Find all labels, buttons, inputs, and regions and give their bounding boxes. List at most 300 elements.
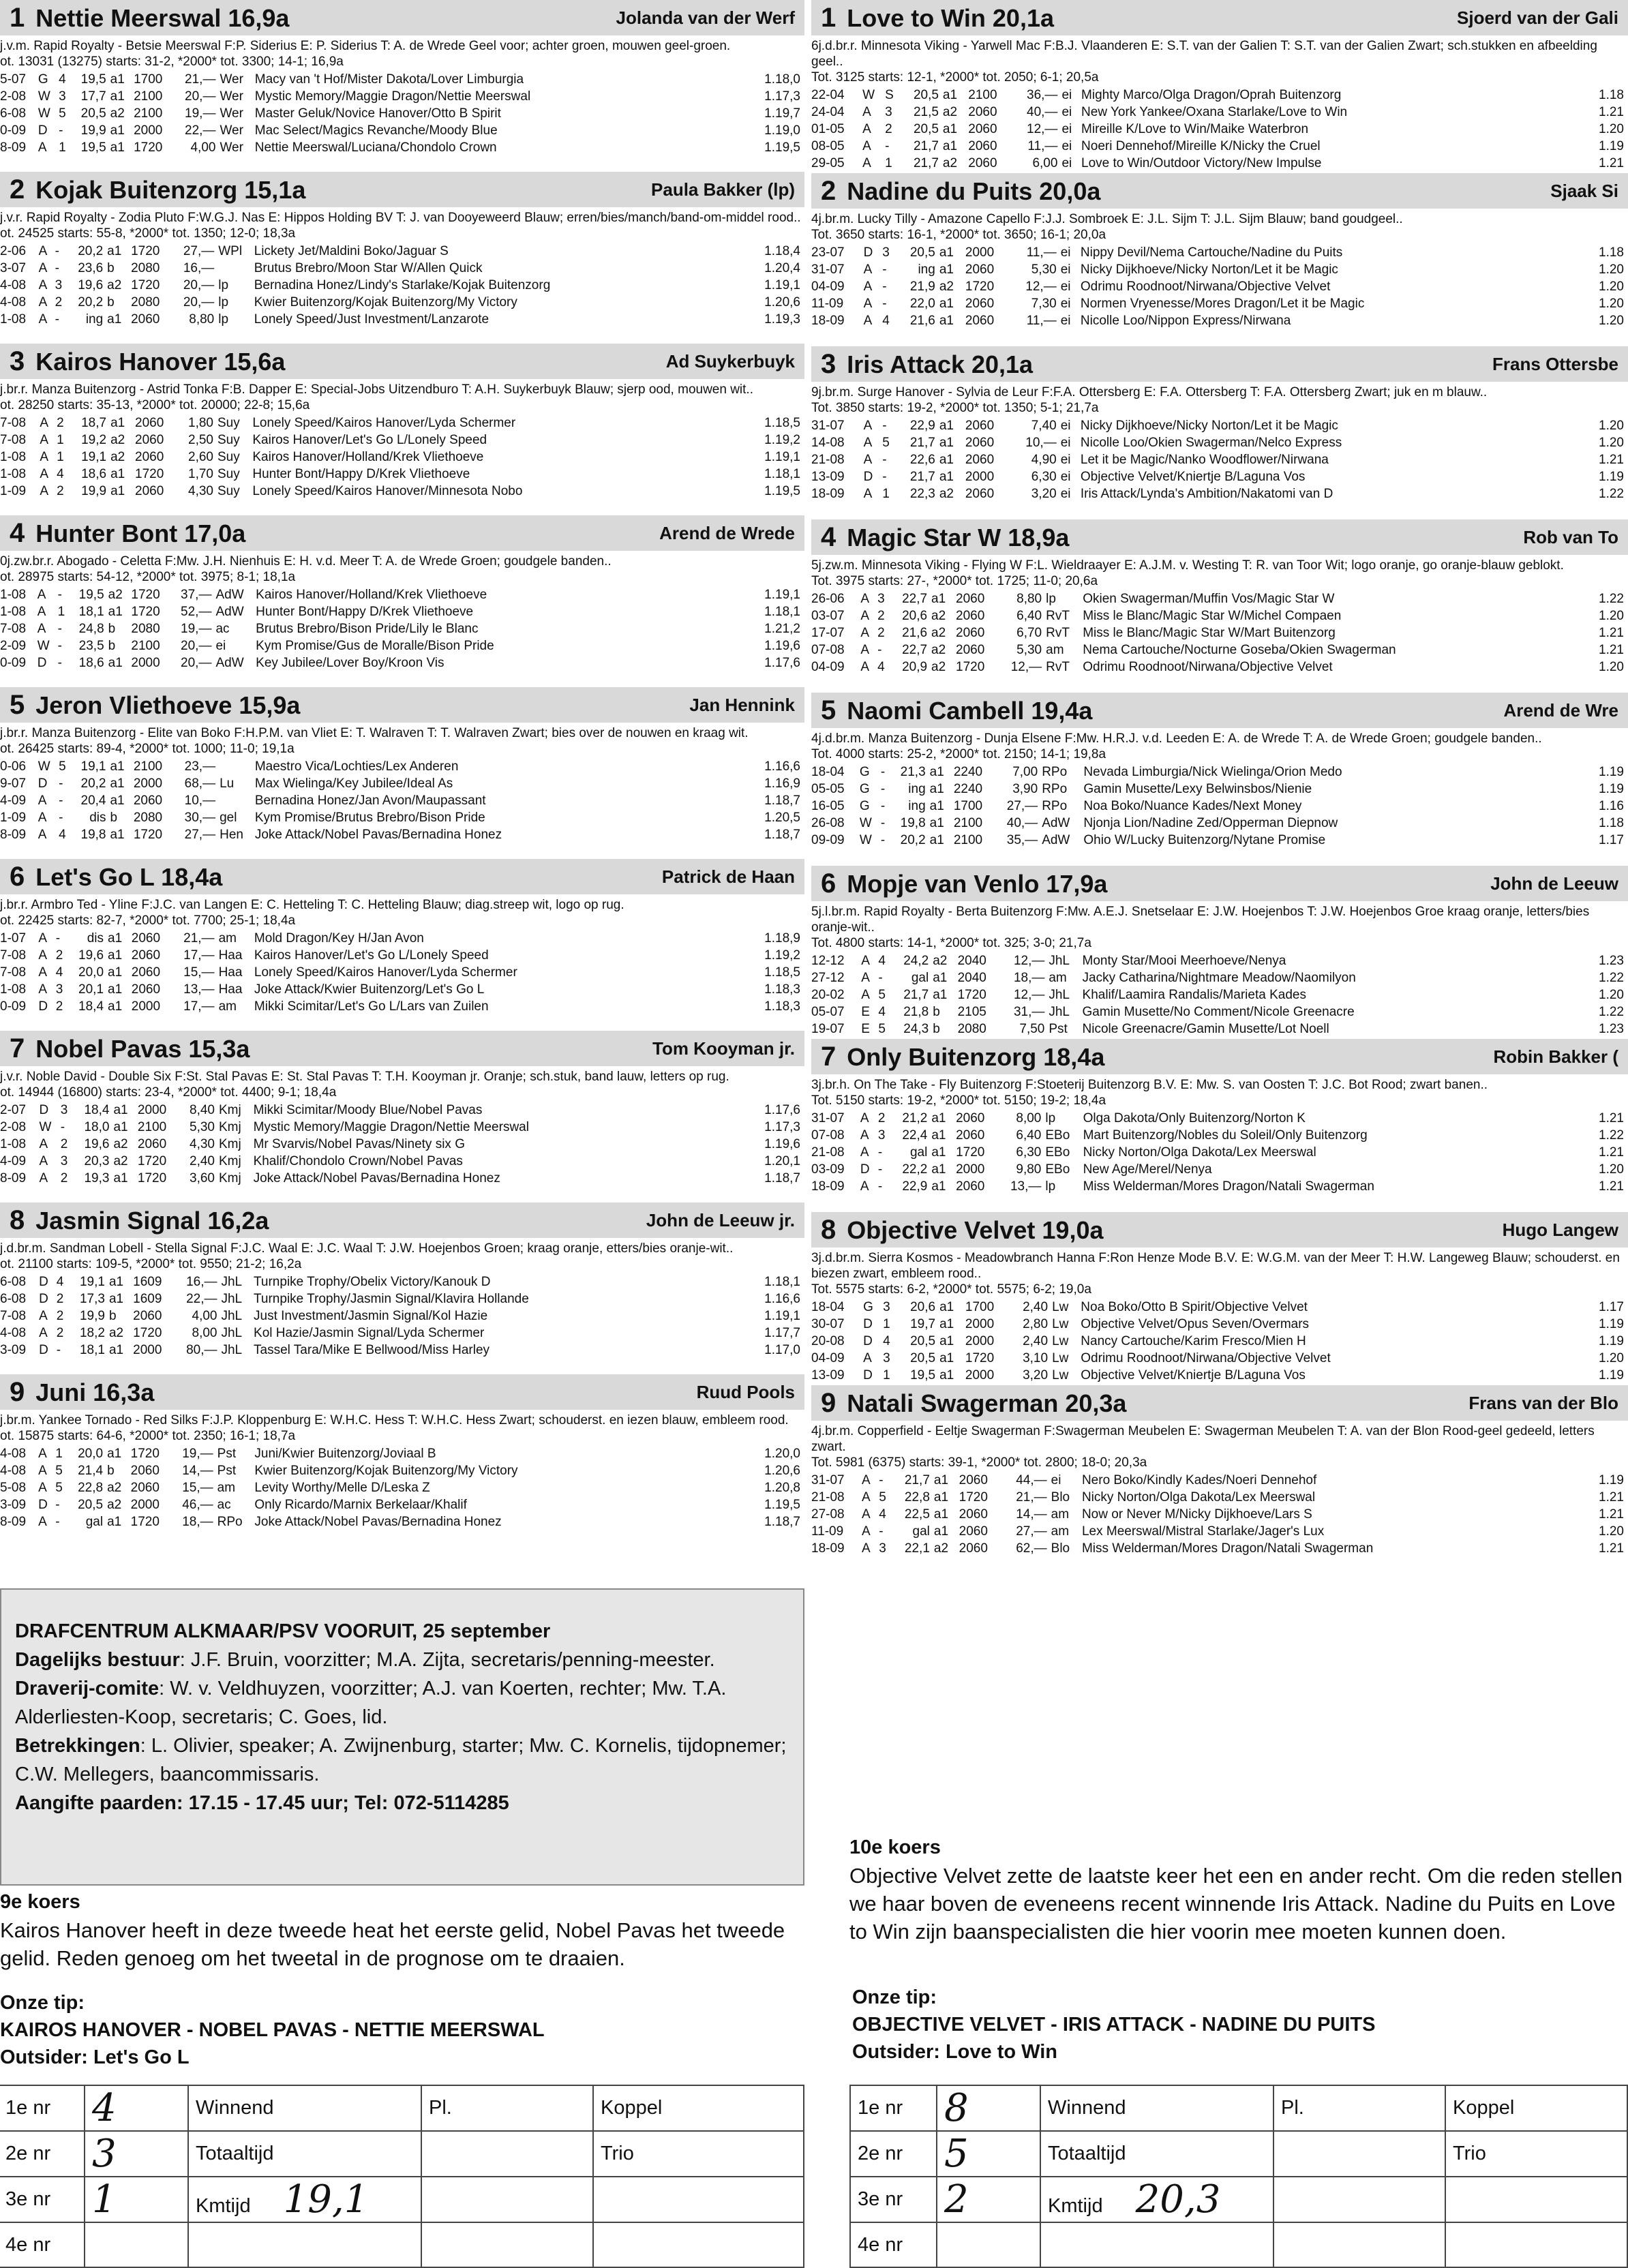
race-cell: 2060 bbox=[959, 1507, 988, 1522]
race-cell: a1 bbox=[942, 122, 958, 136]
race-cell: 20,— bbox=[185, 89, 216, 104]
race-cell: New York Yankee/Oxana Starlake/Love to Win bbox=[1081, 105, 1348, 119]
race-cell: RPo bbox=[217, 1515, 243, 1529]
race-cell: A bbox=[863, 487, 873, 501]
race-cell: Odrimu Roodnoot/Nirwana/Objective Velvet bbox=[1081, 1351, 1331, 1365]
race-cell: Kairos Hanover/Let's Go L/Lonely Speed bbox=[254, 948, 489, 963]
driver-name: John de Leeuw bbox=[1490, 873, 1618, 894]
race-cell: A bbox=[860, 1128, 869, 1143]
race-cell: 1.21 bbox=[1599, 1145, 1624, 1160]
race-cell: 2080 bbox=[957, 1022, 986, 1036]
race-cell: Mireille K/Love to Win/Maike Waterbron bbox=[1081, 122, 1309, 136]
horse-number: 5 bbox=[821, 695, 836, 725]
race-cell: 1.18 bbox=[1599, 88, 1624, 102]
race-cell: 22,2 bbox=[902, 1162, 928, 1177]
race-cell: lp bbox=[1045, 1111, 1056, 1125]
race-cell: 1.18,3 bbox=[764, 982, 800, 997]
race-cell: Juni/Kwier Buitenzorg/Joviaal B bbox=[254, 1447, 436, 1461]
race-cell: a1 bbox=[107, 312, 122, 327]
race-cell: 1.20,6 bbox=[764, 1464, 800, 1478]
race-row bbox=[0, 1479, 804, 1496]
race-cell: Lonely Speed/Kairos Hanover/Minnesota Nobo bbox=[252, 484, 523, 498]
race-history-table bbox=[811, 244, 1628, 329]
race-cell: a1 bbox=[108, 656, 123, 670]
race-cell: - bbox=[57, 656, 62, 670]
race-cell: 2060 bbox=[135, 450, 164, 464]
race-cell: 19,1 bbox=[80, 759, 106, 774]
race-cell: 20,3 bbox=[84, 1154, 110, 1168]
race-cell: a2 bbox=[110, 106, 125, 121]
race-cell: 16-05 bbox=[811, 799, 845, 813]
race-cell: A bbox=[39, 1154, 48, 1168]
race-cell: 1.19 bbox=[1599, 1334, 1624, 1348]
race-cell: 1.20 bbox=[1599, 609, 1624, 623]
race-cell: a1 bbox=[110, 759, 125, 774]
race-cell: 13,— bbox=[1010, 1179, 1042, 1194]
race-row bbox=[811, 1489, 1628, 1506]
race-cell: Mac Select/Magics Revanche/Moody Blue bbox=[254, 123, 498, 138]
race-cell: ing bbox=[85, 312, 104, 327]
horse-header bbox=[811, 1212, 1628, 1248]
race-cell: 21,9 bbox=[909, 279, 935, 294]
race-row bbox=[811, 1540, 1628, 1557]
race-cell: 2060 bbox=[131, 312, 160, 327]
race-cell: Kmj bbox=[219, 1171, 241, 1185]
race-cell: Wer bbox=[220, 106, 243, 121]
race-row bbox=[811, 590, 1628, 607]
race-cell: a1 bbox=[108, 1292, 124, 1306]
race-row bbox=[0, 414, 804, 432]
race-cell: - bbox=[882, 470, 887, 484]
race-cell: 27,— bbox=[183, 244, 215, 258]
race-cell: 2040 bbox=[957, 954, 986, 968]
right-nr3-field[interactable]: 2 bbox=[937, 2177, 1040, 2222]
race-cell: Nicky Dijkhoeve/Nicky Norton/Let it be Magic bbox=[1080, 419, 1338, 433]
race-cell: 2 bbox=[885, 122, 892, 136]
race-cell: Lickety Jet/Maldini Boko/Jaguar S bbox=[254, 244, 449, 258]
race-cell: 13-09 bbox=[811, 470, 845, 484]
horse-name: 5 Naomi Cambell 19,4a bbox=[821, 695, 1093, 725]
right-nr1-field[interactable]: 8 bbox=[937, 2085, 1040, 2131]
race-cell: a2 bbox=[931, 609, 946, 623]
race-cell: Mr Svarvis/Nobel Pavas/Ninety six G bbox=[253, 1137, 465, 1151]
race-cell: 1-08 bbox=[0, 605, 27, 619]
horse-name: 8 Jasmin Signal 16,2a bbox=[10, 1205, 269, 1235]
form-label: Trio bbox=[1445, 2131, 1627, 2177]
race-cell: 2,50 bbox=[188, 433, 213, 447]
driver-name: Jolanda van der Werf bbox=[616, 7, 795, 28]
race-cell: 3 bbox=[55, 982, 63, 997]
race-cell: 11,— bbox=[1026, 314, 1057, 328]
race-row bbox=[0, 1307, 804, 1325]
race-row bbox=[811, 104, 1628, 121]
race-cell: 20,2 bbox=[78, 244, 104, 258]
horse-number: 4 bbox=[821, 521, 836, 552]
race-cell: 1720 bbox=[134, 140, 163, 155]
right-pl-field[interactable] bbox=[1273, 2131, 1445, 2177]
race-cell: 3,90 bbox=[1012, 782, 1038, 796]
race-cell: 2100 bbox=[953, 816, 983, 830]
race-cell: 1.18,7 bbox=[764, 828, 800, 842]
race-cell: 1.21 bbox=[1599, 105, 1624, 119]
race-cell: 40,— bbox=[1006, 816, 1038, 830]
race-cell: a1 bbox=[113, 1120, 128, 1134]
race-cell: 1.18,1 bbox=[764, 1275, 800, 1289]
form-label: 2e nr bbox=[850, 2131, 937, 2177]
race-cell: 1-09 bbox=[0, 811, 27, 825]
race-cell: 9-07 bbox=[0, 776, 27, 791]
race-row bbox=[811, 832, 1628, 849]
race-row bbox=[811, 244, 1628, 261]
race-cell: ac bbox=[217, 1498, 231, 1512]
race-row bbox=[811, 417, 1628, 434]
race-cell: 1.18,4 bbox=[764, 244, 800, 258]
race-cell: ei bbox=[1060, 297, 1071, 311]
race-cell: a1 bbox=[933, 1473, 949, 1487]
race-cell: b bbox=[108, 1309, 117, 1323]
horse-header bbox=[811, 0, 1628, 35]
race-cell: RvT bbox=[1046, 660, 1070, 674]
race-cell: Lw bbox=[1052, 1334, 1069, 1348]
race-history-table bbox=[811, 417, 1628, 502]
race-cell: 1.18 bbox=[1599, 245, 1624, 260]
left-pl-field-2[interactable] bbox=[421, 2177, 593, 2222]
race-cell: 2060 bbox=[131, 982, 161, 997]
race-cell: 1-08 bbox=[0, 588, 27, 602]
race-cell: 20,5 bbox=[80, 106, 106, 121]
horse-number: 5 bbox=[10, 689, 25, 720]
race-cell: JhL bbox=[1049, 954, 1070, 968]
race-cell: RvT bbox=[1046, 626, 1070, 640]
race-cell: 5 bbox=[59, 106, 66, 121]
race-cell: ei bbox=[1060, 470, 1071, 484]
race-cell: Bernadina Honez/Jan Avon/Maupassant bbox=[254, 793, 486, 808]
race-cell: 0-09 bbox=[0, 656, 27, 670]
race-cell: a1 bbox=[931, 1162, 946, 1177]
race-history-table bbox=[0, 71, 804, 156]
horse-name: 2 Kojak Buitenzorg 15,1a bbox=[10, 174, 306, 205]
race-cell: 1.18,5 bbox=[764, 416, 800, 430]
horse-header bbox=[811, 173, 1628, 209]
race-cell: - bbox=[55, 244, 59, 258]
horse-number: 3 bbox=[821, 348, 836, 379]
form-label: Totaaltijd bbox=[1040, 2131, 1273, 2177]
race-cell: am bbox=[1049, 971, 1067, 985]
race-cell: 20,— bbox=[183, 295, 215, 309]
driver-name: Arend de Wre bbox=[1503, 699, 1618, 721]
race-cell: 5 bbox=[878, 988, 886, 1002]
race-cell: 19,— bbox=[181, 622, 212, 636]
driver-name: Ruud Pools bbox=[696, 1381, 795, 1402]
race-cell: 2060 bbox=[968, 122, 997, 136]
race-cell: 80,— bbox=[186, 1343, 217, 1357]
left-koers-text: Kairos Hanover heeft in deze tweede heat het eerste gelid, Nobel Pavas het tweede gelid. Reden genoeg om het tweetal in de prognose om te draaien. bbox=[0, 1918, 785, 1970]
race-cell: a1 bbox=[939, 297, 954, 311]
race-cell: 19,6 bbox=[78, 278, 104, 292]
left-kmtijd-cell[interactable]: Kmtijd 19,1 bbox=[188, 2177, 421, 2222]
race-cell: Mystic Memory/Maggie Dragon/Nettie Meerswal bbox=[253, 1120, 529, 1134]
horse-name: 7 Only Buitenzorg 18,4a bbox=[821, 1041, 1105, 1072]
race-cell: A bbox=[862, 122, 871, 136]
race-row bbox=[811, 1316, 1628, 1333]
race-row bbox=[0, 1119, 804, 1136]
race-cell: Pst bbox=[217, 1447, 237, 1461]
race-cell: A bbox=[863, 262, 873, 277]
race-cell: 2,80 bbox=[1023, 1317, 1049, 1331]
race-cell: A bbox=[863, 1351, 872, 1365]
race-cell: a1 bbox=[107, 1447, 122, 1461]
race-cell: D bbox=[863, 1368, 873, 1382]
race-cell: 20-08 bbox=[811, 1334, 845, 1348]
race-cell: 20,2 bbox=[78, 295, 104, 309]
race-cell: 5,30 bbox=[190, 1120, 215, 1134]
race-row bbox=[811, 1178, 1628, 1195]
race-cell: 1720 bbox=[131, 278, 160, 292]
horse-name: 6 Let's Go L 18,4a bbox=[10, 861, 223, 892]
race-row bbox=[0, 586, 804, 603]
right-pl-field-2[interactable] bbox=[1273, 2177, 1445, 2222]
race-cell: 4-08 bbox=[0, 278, 27, 292]
race-cell: Mikki Scimitar/Moody Blue/Nobel Pavas bbox=[253, 1103, 483, 1117]
race-cell: 1609 bbox=[133, 1275, 162, 1289]
race-cell: 01-05 bbox=[811, 122, 845, 136]
horse-entry bbox=[811, 1385, 1628, 1558]
race-cell: am bbox=[1046, 643, 1064, 657]
form-label: Pl. bbox=[421, 2085, 593, 2131]
race-cell: Hunter Bont/Happy D/Krek Vliethoeve bbox=[252, 467, 470, 481]
race-cell: 2060 bbox=[956, 609, 985, 623]
race-cell: a1 bbox=[110, 123, 125, 138]
race-cell: 1-07 bbox=[0, 931, 27, 946]
race-cell: ei bbox=[1060, 419, 1071, 433]
left-nr1-field[interactable]: 4 bbox=[85, 2085, 188, 2131]
race-cell: A bbox=[37, 605, 46, 619]
race-cell: 1.17,3 bbox=[764, 1120, 800, 1134]
race-cell: 2 bbox=[877, 626, 885, 640]
left-nr2-field[interactable]: 3 bbox=[85, 2131, 188, 2177]
race-cell: ei bbox=[1060, 314, 1071, 328]
race-cell: 31,— bbox=[1013, 1005, 1045, 1019]
race-history-table bbox=[0, 1273, 804, 1359]
race-cell: a1 bbox=[108, 965, 123, 980]
race-cell: a1 bbox=[110, 72, 125, 87]
pedigree-text: j.br.m. Yankee Tornado - Red Silks F:J.P. Kloppenburg E: W.H.C. Hess T: W.H.C. Hess Zwart; schouderst. en iezen blauw, embleem rood. ot. 15875 starts: 64-6, *2000* tot. 2350; 16-1; 18,7a bbox=[0, 1413, 789, 1443]
race-cell: 5,30 bbox=[1031, 262, 1057, 277]
race-cell: Only Ricardo/Marnix Berkelaar/Khalif bbox=[254, 1498, 467, 1512]
race-cell: 8,80 bbox=[189, 312, 215, 327]
race-cell: 2,40 bbox=[190, 1154, 215, 1168]
race-cell: 19,1 bbox=[81, 450, 107, 464]
race-cell: 19,— bbox=[185, 106, 216, 121]
race-cell: a1 bbox=[931, 1145, 946, 1160]
race-cell: 12,— bbox=[1013, 988, 1045, 1002]
race-row bbox=[0, 466, 804, 483]
race-cell: 3 bbox=[59, 89, 66, 104]
race-cell: 16,— bbox=[183, 261, 215, 275]
pedigree-text: 5j.zw.m. Minnesota Viking - Flying W F:L. Wieldraayer E: A.J.M. v. Westing T: R. van Toor Wit; logo oranje, go oranje-blauw geblokt. Tot. 3975 starts: 27-, *2000* tot. 1725; 11-0; 20,6a bbox=[811, 558, 1564, 588]
race-cell: 1.22 bbox=[1599, 1005, 1624, 1019]
race-cell: Levity Worthy/Melle D/Leska Z bbox=[254, 1481, 430, 1495]
race-cell: 3,20 bbox=[1023, 1368, 1049, 1382]
left-trio-field[interactable] bbox=[593, 2177, 804, 2222]
race-cell: a2 bbox=[113, 1154, 128, 1168]
race-cell: 22-04 bbox=[811, 88, 845, 102]
race-cell: Joke Attack/Kwier Buitenzorg/Let's Go L bbox=[254, 982, 485, 997]
race-cell: a1 bbox=[110, 828, 125, 842]
race-cell: D bbox=[863, 1317, 873, 1331]
horse-entry bbox=[811, 0, 1628, 173]
race-row bbox=[811, 121, 1628, 138]
race-cell: 2060 bbox=[131, 948, 161, 963]
race-cell: Monty Star/Mooi Meerhoeve/Nenya bbox=[1082, 954, 1286, 968]
race-cell: 15,— bbox=[183, 965, 215, 980]
right-nr4-field[interactable] bbox=[937, 2222, 1040, 2267]
race-cell: - bbox=[55, 261, 59, 275]
race-cell: 30,— bbox=[184, 811, 216, 825]
race-cell: 1 bbox=[57, 450, 64, 464]
race-cell: 1.17,7 bbox=[764, 1326, 800, 1340]
race-cell: - bbox=[55, 931, 61, 946]
race-cell: 30-07 bbox=[811, 1317, 845, 1331]
race-cell: Jacky Catharina/Nightmare Meadow/Naomilyon bbox=[1082, 971, 1356, 985]
race-cell: a1 bbox=[933, 971, 948, 985]
driver-name: Patrick de Haan bbox=[661, 866, 795, 887]
race-cell: 2060 bbox=[968, 105, 997, 119]
race-cell: 5 bbox=[59, 759, 66, 774]
horse-number: 7 bbox=[10, 1033, 25, 1063]
horse-number: 1 bbox=[10, 2, 25, 33]
horse-number: 8 bbox=[821, 1214, 836, 1245]
race-row bbox=[811, 468, 1628, 485]
race-cell: Nicky Dijkhoeve/Nicky Norton/Let it be Magic bbox=[1080, 262, 1338, 277]
race-cell: 1.20 bbox=[1599, 660, 1624, 674]
race-cell: ei bbox=[1060, 436, 1071, 450]
race-cell: 1.22 bbox=[1599, 971, 1624, 985]
race-cell: 1.21 bbox=[1599, 1541, 1624, 1556]
race-cell: 19,5 bbox=[80, 140, 106, 155]
race-cell: 22,8 bbox=[78, 1481, 104, 1495]
race-row bbox=[0, 930, 804, 947]
race-cell: a1 bbox=[929, 816, 944, 830]
race-cell: dis bbox=[87, 931, 104, 946]
horse-name: 4 Hunter Bont 17,0a bbox=[10, 517, 246, 548]
race-cell: 2060 bbox=[135, 484, 164, 498]
race-row bbox=[0, 71, 804, 88]
race-cell: A bbox=[862, 139, 871, 153]
race-cell: 4,00 bbox=[192, 1309, 217, 1323]
race-cell: Khalif/Laamira Randalis/Marieta Kades bbox=[1082, 988, 1306, 1002]
race-row bbox=[0, 947, 804, 964]
race-cell: W bbox=[859, 816, 872, 830]
race-cell: b bbox=[107, 1464, 115, 1478]
race-cell: Kol Hazie/Jasmin Signal/Lyda Schermer bbox=[254, 1326, 485, 1340]
race-cell: 18-04 bbox=[811, 765, 845, 779]
info-title: DRAFCENTRUM ALKMAAR/PSV VOORUIT, 25 september bbox=[15, 1620, 551, 1642]
race-cell: a1 bbox=[929, 799, 944, 813]
race-cell: 1.21 bbox=[1599, 1490, 1624, 1505]
race-cell: Kmj bbox=[219, 1120, 241, 1134]
race-cell: 1.17,6 bbox=[764, 1103, 800, 1117]
race-cell: 12,— bbox=[1025, 279, 1057, 294]
race-cell: 22,8 bbox=[904, 1490, 930, 1505]
horse-number: 6 bbox=[10, 861, 25, 892]
race-cell: 2060 bbox=[137, 1137, 167, 1151]
race-cell: 2 bbox=[57, 416, 64, 430]
race-cell: 20,2 bbox=[80, 776, 106, 791]
race-cell: 2 bbox=[56, 1326, 64, 1340]
race-cell: gal bbox=[911, 971, 929, 985]
race-cell: 11,— bbox=[1027, 139, 1058, 153]
race-cell: A bbox=[38, 1447, 47, 1461]
race-cell: Nicole Greenacre/Gamin Musette/Lot Noell bbox=[1082, 1022, 1329, 1036]
race-cell: 18,— bbox=[182, 1515, 213, 1529]
race-cell: 14-08 bbox=[811, 436, 845, 450]
race-cell: b bbox=[107, 295, 115, 309]
race-cell: Macy van 't Hof/Mister Dakota/Lover Limburgia bbox=[254, 72, 524, 87]
race-cell: 1720 bbox=[956, 660, 985, 674]
race-history-table bbox=[811, 590, 1628, 676]
race-cell: A bbox=[863, 297, 873, 311]
race-cell: 4 bbox=[882, 314, 890, 328]
race-cell: 13-09 bbox=[811, 1368, 845, 1382]
race-cell: 15,— bbox=[182, 1481, 213, 1495]
info-box bbox=[0, 1588, 804, 1886]
race-cell: Tassel Tara/Mike E Bellwood/Miss Harley bbox=[254, 1343, 490, 1357]
left-nr3-field[interactable]: 1 bbox=[85, 2177, 188, 2222]
race-cell: 19,9 bbox=[79, 1309, 105, 1323]
race-cell: 18-09 bbox=[811, 1179, 845, 1194]
race-cell: 1720 bbox=[965, 279, 995, 294]
race-row bbox=[811, 1144, 1628, 1161]
horse-name: 7 Nobel Pavas 15,3a bbox=[10, 1033, 250, 1063]
race-cell: 19,5 bbox=[910, 1368, 936, 1382]
race-cell: 1.18,1 bbox=[764, 467, 800, 481]
race-cell: 5-07 bbox=[0, 72, 27, 87]
race-cell: Maestro Vica/Lochties/Lex Anderen bbox=[254, 759, 459, 774]
form-label: Koppel bbox=[593, 2085, 804, 2131]
right-nr2-field[interactable]: 5 bbox=[937, 2131, 1040, 2177]
race-cell: 19,8 bbox=[900, 816, 926, 830]
pedigree-text: 4j.br.m. Lucky Tilly - Amazone Capello F:J.J. Sombroek E: J.L. Sijm T: J.L. Sijm Blauw; band goudgeel.. Tot. 3650 starts: 16-1, *2000* tot. 3650; 16-1; 20,0a bbox=[811, 212, 1403, 242]
race-cell: 21,7 bbox=[909, 470, 935, 484]
race-cell: 20,1 bbox=[78, 982, 104, 997]
left-nr4-field[interactable] bbox=[85, 2222, 188, 2267]
race-cell: 12,— bbox=[1013, 954, 1045, 968]
race-cell: gal bbox=[909, 1145, 928, 1160]
race-cell: Joke Attack/Nobel Pavas/Bernadina Honez bbox=[254, 1515, 502, 1529]
race-cell: A bbox=[860, 660, 870, 674]
race-cell: 2000 bbox=[134, 123, 163, 138]
left-pl-field[interactable] bbox=[421, 2131, 593, 2177]
race-cell: Noa Boko/Nuance Kades/Next Money bbox=[1083, 799, 1302, 813]
race-cell: 1.21 bbox=[1599, 626, 1624, 640]
race-cell: am bbox=[1051, 1524, 1070, 1539]
horse-header bbox=[0, 515, 804, 551]
pedigree-text: 9j.br.m. Surge Hanover - Sylvia de Leur F:F.A. Ottersberg E: F.A. Ottersberg T: F.A. Ottersberg Zwart; juk en m blauw.. Tot. 3850 starts: 19-2, *2000* tot. 1350; 5-1; 21,7a bbox=[811, 385, 1488, 415]
race-cell: 35,— bbox=[1006, 833, 1038, 847]
race-cell: Lonely Speed/Kairos Hanover/Lyda Schermer bbox=[252, 416, 516, 430]
right-trio-field[interactable] bbox=[1445, 2177, 1627, 2222]
race-cell: WPl bbox=[218, 244, 243, 258]
right-tip bbox=[852, 1984, 1628, 2066]
race-cell: Nicky Norton/Olga Dakota/Lex Meerswal bbox=[1081, 1490, 1316, 1505]
right-kmtijd-cell[interactable]: Kmtijd 20,3 bbox=[1040, 2177, 1273, 2222]
pedigree-text: 4j.d.br.m. Manza Buitenzorg - Dunja Elsene F:Mw. H.R.J. v.d. Leeden E: A. de Wrede T: A. de Wrede Groen; goudgele banden.. Tot. 4000 starts: 25-2, *2000* tot. 2150; 14-1; 19,8a bbox=[811, 731, 1542, 761]
race-cell: 2 bbox=[56, 1309, 64, 1323]
horse-number: 1 bbox=[821, 2, 836, 33]
race-cell: 19,8 bbox=[80, 828, 106, 842]
race-cell: RvT bbox=[1046, 609, 1070, 623]
